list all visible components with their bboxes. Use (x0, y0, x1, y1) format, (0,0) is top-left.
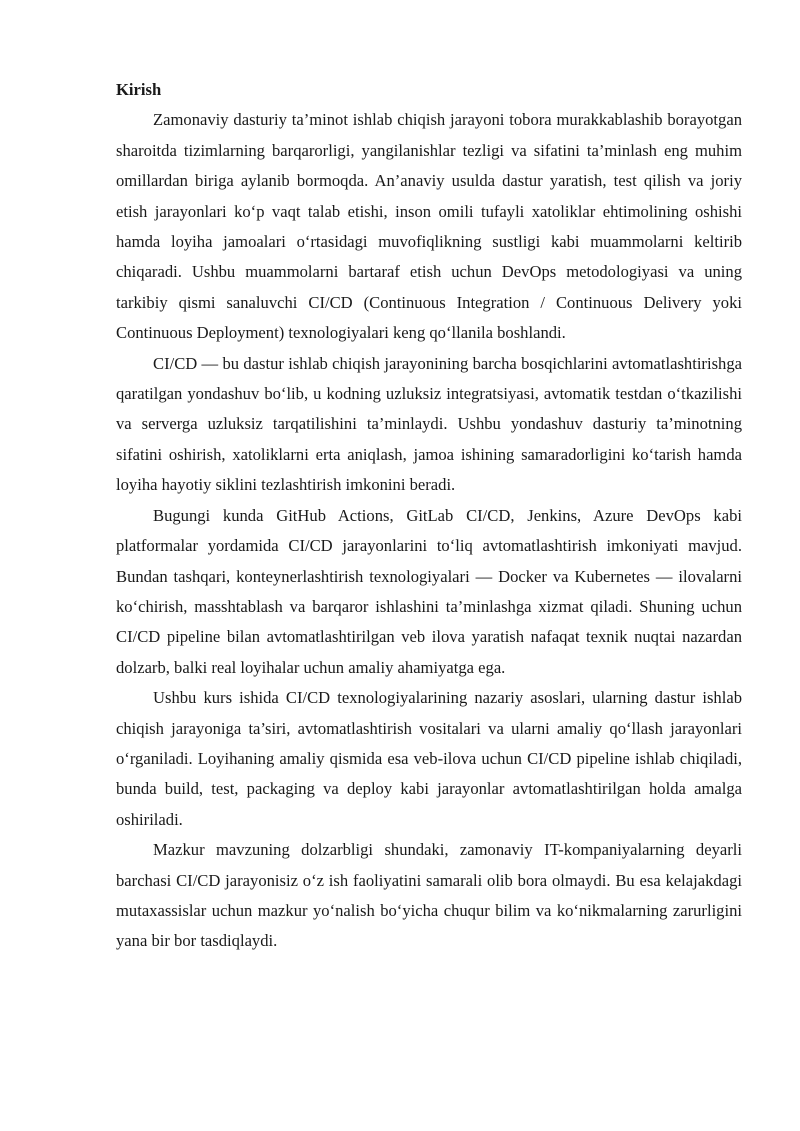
section-heading: Kirish (116, 80, 162, 99)
paragraph-course-scope: Ushbu kurs ishida CI/CD texnologiyalarining nazariy asoslari, ularning dastur ishlab chiqish jarayoniga ta’siri, avtomatlashtirish vositalari va ularni amaliy qo‘llash jarayonlari o‘rganiladi. Loyihaning amaliy qismida esa veb-ilova uchun CI/CD pipeline ishlab chiqiladi, bunda build, test, packaging va deploy kabi jarayonlar avtomatlashtirilgan holda amalga oshiriladi. (116, 688, 742, 829)
paragraph-platforms: Bugungi kunda GitHub Actions, GitLab CI/CD, Jenkins, Azure DevOps kabi platformalar yordamida CI/CD jarayonlarini to‘liq avtomatlashtirish imkoniyati mavjud. Bundan tashqari, konteynerlashtirish texnologiyalari — Docker va Kubernetes — ilovalarni ko‘chirish, masshtablash va barqaror ishlashini ta’minlashga xizmat qiladi. Shuning uchun CI/CD pipeline bilan avtomatlashtirilgan veb ilova yaratish nafaqat texnik nuqtai nazardan dolzarb, balki real loyihalar uchun amaliy ahamiyatga ega. (116, 505, 742, 677)
document-page (116, 75, 742, 957)
paragraph-relevance: Mazkur mavzuning dolzarbligi shundaki, zamonaviy IT-kompaniyalarning deyarli barchasi CI/CD jarayonisiz o‘z ish faoliyatini samarali olib bora olmaydi. Bu esa kelajakdagi mutaxassislar uchun mazkur yo‘nalish bo‘yicha chuqur bilim va ko‘nikmalarning zarurligini yana bir bor tasdiqlaydi. (116, 840, 742, 951)
paragraph-cicd-definition: CI/CD — bu dastur ishlab chiqish jarayonining barcha bosqichlarini avtomatlashtirishga qaratilgan yondashuv bo‘lib, u kodning uzluksiz integratsiyasi, avtomatik testdan o‘tkazilishi va serverga uzluksiz tarqatilishini ta’minlaydi. Ushbu yondashuv dasturiy ta’minotning sifatini oshirish, xatoliklarni erta aniqlash, jamoa ishining samaradorligini ko‘tarish hamda loyiha hayotiy siklini tezlashtirish imkonini beradi. (116, 353, 742, 495)
paragraph-intro: Zamonaviy dasturiy ta’minot ishlab chiqish jarayoni tobora murakkablashib borayotgan sharoitda tizimlarning barqarorligi, yangilanishlar tezligi va sifatini ta’minlash eng muhim omillardan biriga aylanib bormoqda. An’anaviy usulda dastur yaratish, test qilish va joriy etish jarayonlari ko‘p vaqt talab etishi, inson omili tufayli xatoliklar ehtimolining oshishi hamda loyiha jamoalari o‘rtasidagi muvofiqlikning sustligi kabi muammolarni keltirib chiqaradi. Ushbu muammolarni bartaraf etish uchun DevOps metodologiyasi va uning tarkibiy qismi sanaluvchi CI/CD (Continuous Integration / Continuous Delivery yoki Continuous Deployment) texnologiyalari keng qo‘llanila boshlandi. (116, 110, 742, 343)
